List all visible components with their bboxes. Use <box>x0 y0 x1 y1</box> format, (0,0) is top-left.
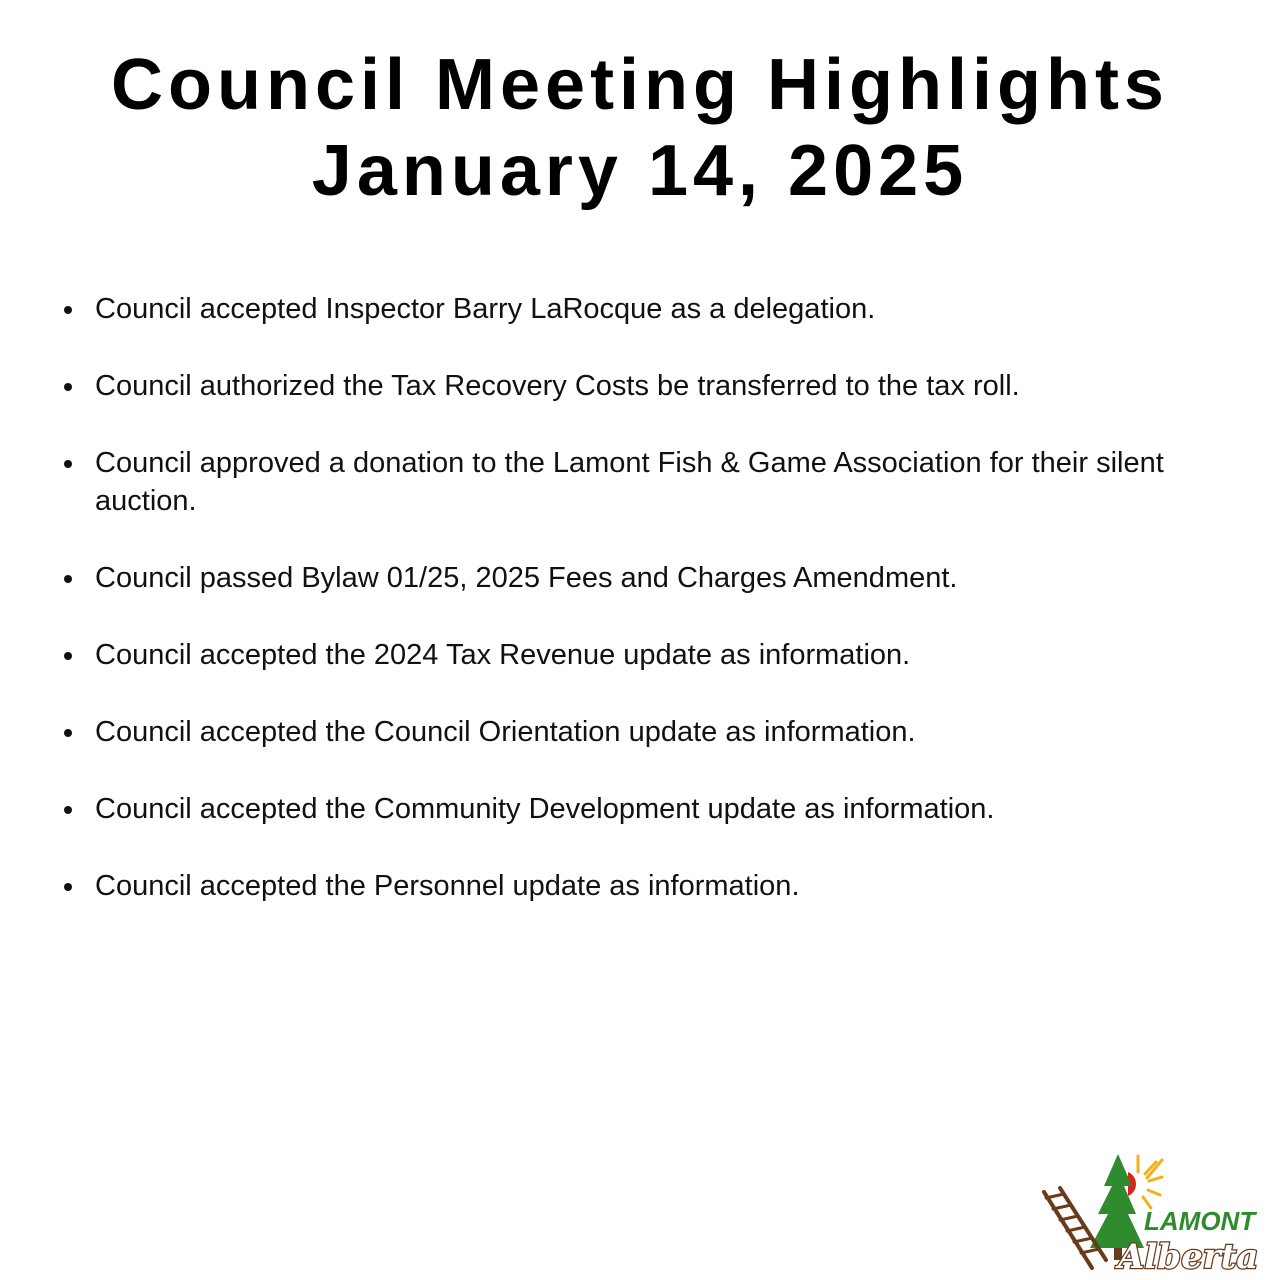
list-item <box>60 867 1230 905</box>
page-title <box>0 42 1280 214</box>
list-item-text: Council accepted the 2024 Tax Revenue update as information. <box>95 639 911 671</box>
bullet-icon <box>64 306 72 314</box>
title-line-1: Council Meeting Highlights <box>111 45 1169 125</box>
list-item-text: Council approved a donation to the Lamont Fish & Game Association for their silent auction. <box>95 447 1164 517</box>
bullet-icon <box>64 383 72 391</box>
bullet-icon <box>64 575 72 583</box>
page-header <box>0 42 1280 214</box>
logo-alberta-text: Alberta <box>1118 1237 1259 1275</box>
bullet-icon <box>64 652 72 660</box>
bullet-icon <box>64 729 72 737</box>
list-item-text: Council accepted the Community Development update as information. <box>95 793 995 825</box>
railway-track-icon <box>1044 1188 1106 1268</box>
highlights-list <box>60 290 1230 944</box>
bullet-icon <box>64 806 72 814</box>
logo-lamont-text: LAMONT <box>1144 1206 1256 1236</box>
list-item <box>60 559 1230 597</box>
list-item-text: Council passed Bylaw 01/25, 2025 Fees and Charges Amendment. <box>95 562 958 594</box>
sun-icon <box>1128 1156 1162 1208</box>
list-item <box>60 790 1230 828</box>
bullet-icon <box>64 883 72 891</box>
list-item-text: Council authorized the Tax Recovery Costs be transferred to the tax roll. <box>95 370 1020 402</box>
lamont-alberta-logo <box>1040 1150 1265 1275</box>
bullet-icon <box>64 460 72 468</box>
list-item <box>60 713 1230 751</box>
list-item <box>60 290 1230 328</box>
list-item <box>60 367 1230 405</box>
list-item <box>60 444 1230 520</box>
list-item-text: Council accepted the Council Orientation update as information. <box>95 716 916 748</box>
title-line-2: January 14, 2025 <box>311 131 969 211</box>
list-item-text: Council accepted the Personnel update as information. <box>95 870 800 902</box>
list-item-text: Council accepted Inspector Barry LaRocque as a delegation. <box>95 293 876 325</box>
list-item <box>60 636 1230 674</box>
